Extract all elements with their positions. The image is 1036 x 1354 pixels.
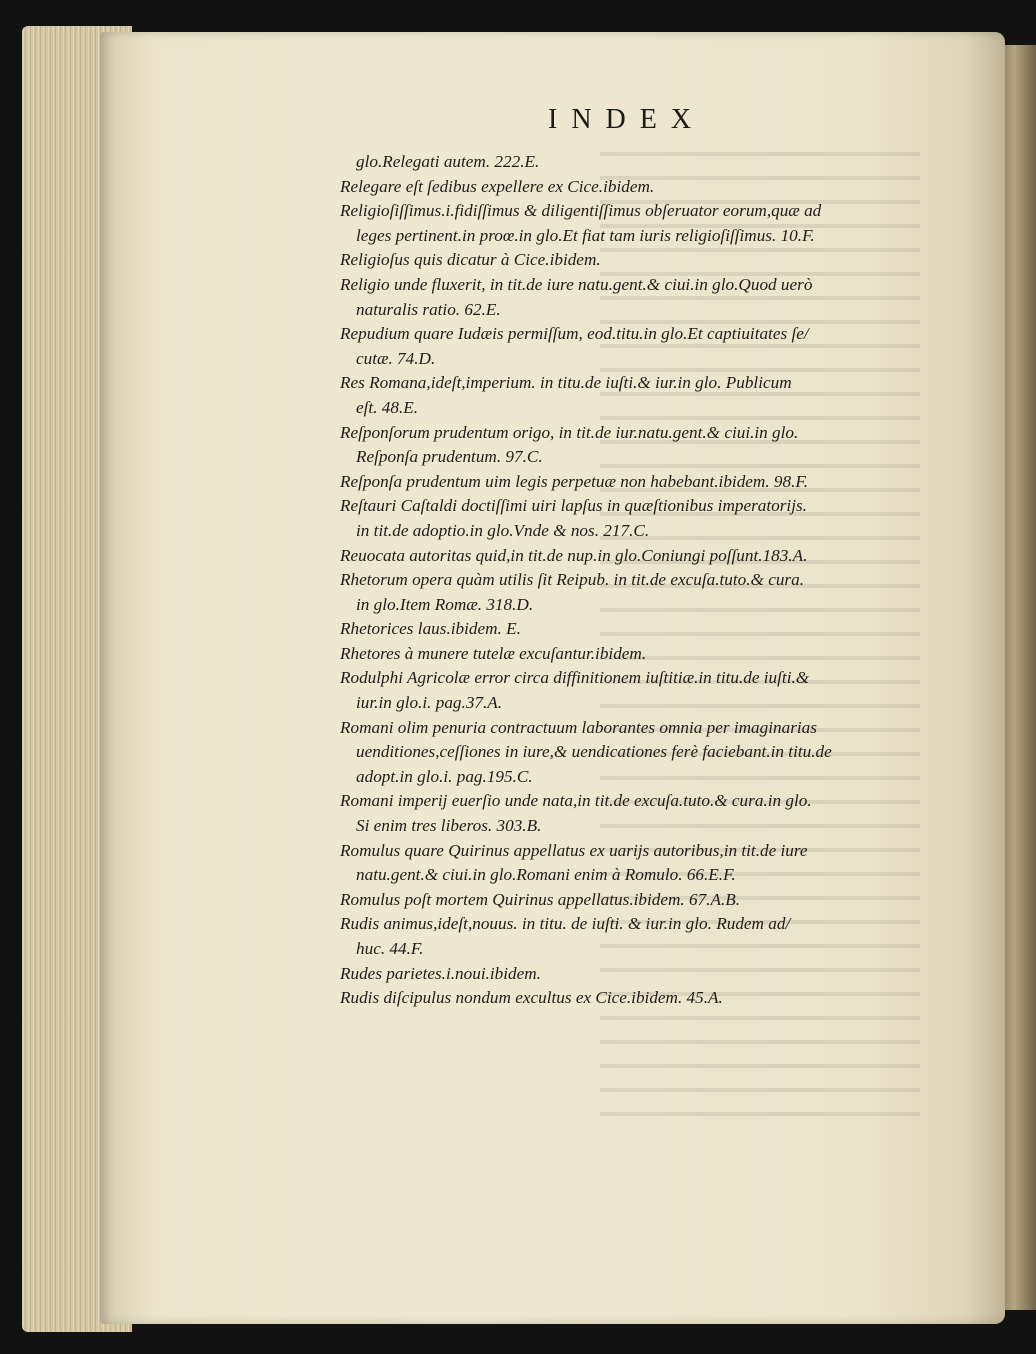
index-entry: Rudis animus,ideſt,nouus. in titu. de iuſti. & iur.in glo. Rudem ad/: [340, 914, 791, 934]
index-entry: Romulus quare Quirinus appellatus ex uarijs autoribus,in tit.de iure: [340, 840, 808, 860]
index-entry-continuation: glo.Relegati autem. 222.E.: [356, 152, 540, 171]
index-entry: Rodulphi Agricolæ error circa diffinitionem iuſtitiæ.in titu.de iuſti.&: [340, 668, 810, 688]
index-entry: Religio unde fluxerit, in tit.de iure natu.gent.& ciui.in glo.Quod uerò: [340, 274, 813, 294]
index-entry: Rhetorices laus.ibidem. E.: [340, 619, 521, 639]
index-entry-continuation: huc. 44.F.: [356, 939, 424, 958]
index-entry-continuation: in tit.de adoptio.in glo.Vnde & nos. 217.C.: [356, 520, 650, 540]
index-entry: Reſponſorum prudentum origo, in tit.de iur.natu.gent.& ciui.in glo.: [340, 422, 799, 442]
index-entry: Rhetorum opera quàm utilis ſit Reipub. in tit.de excuſa.tuto.& cura.: [340, 570, 805, 590]
index-entry-continuation: eſt. 48.E.: [356, 397, 419, 417]
index-entry: Res Romana,ideſt,imperium. in titu.de iuſti.& iur.in glo. Publicum: [340, 373, 792, 393]
index-entry-continuation: Si enim tres liberos. 303.B.: [356, 816, 542, 836]
index-entry: Romani olim penuria contractuum laborantes omnia per imaginarias: [340, 717, 817, 737]
facing-page-edge: [1000, 45, 1036, 1310]
index-entry: Religioſus quis dicatur à Cice.ibidem.: [340, 250, 601, 270]
index-entry-continuation: naturalis ratio. 62.E.: [356, 299, 501, 319]
index-entries: [340, 150, 940, 1011]
page-header: INDEX: [548, 104, 706, 135]
index-entry: Religioſiſſimus.i.fidiſſimus & diligentiſſimus obſeruator eorum,quæ ad: [340, 201, 822, 221]
index-entry: Rhetores à munere tutelæ excuſantur.ibidem.: [340, 643, 647, 663]
index-entry-continuation: cutæ. 74.D.: [356, 348, 436, 368]
index-entry-continuation: uenditiones,ceſſiones in iure,& uendicationes ferè faciebant.in titu.de: [356, 742, 832, 762]
index-entry-continuation: iur.in glo.i. pag.37.A.: [356, 693, 503, 713]
index-entry: Repudium quare Iudæis permiſſum, eod.titu.in glo.Et captiuitates ſe/: [340, 324, 809, 344]
index-entry-continuation: in glo.Item Romæ. 318.D.: [356, 594, 534, 614]
index-entry: Reuocata autoritas quid,in tit.de nup.in glo.Coniungi poſſunt.183.A.: [340, 545, 808, 565]
index-entry: Romani imperij euerſio unde nata,in tit.de excuſa.tuto.& cura.in glo.: [340, 791, 812, 811]
index-entry-continuation: leges pertinent.in proœ.in glo.Et fiat tam iuris religioſiſſimus. 10.F.: [356, 225, 815, 245]
index-entry-continuation: natu.gent.& ciui.in glo.Romani enim à Romulo. 66.E.F.: [356, 865, 736, 885]
index-entry: Relegare eſt ſedibus expellere ex Cice.ibidem.: [340, 176, 655, 196]
index-entry-continuation: Reſponſa prudentum. 97.C.: [356, 447, 543, 467]
index-entry-continuation: adopt.in glo.i. pag.195.C.: [356, 766, 533, 786]
index-entry: Reſponſa prudentum uim legis perpetuæ non habebant.ibidem. 98.F.: [340, 471, 808, 491]
index-entry: Rudis diſcipulus nondum excultus ex Cice.ibidem. 45.A.: [340, 988, 723, 1008]
gutter-shadow: [965, 32, 1005, 1324]
index-entry: Reſtauri Caſtaldi doctiſſimi uiri lapſus in quæſtionibus imperatorijs.: [340, 496, 807, 516]
index-entry: Rudes parietes.i.noui.ibidem.: [340, 963, 541, 983]
index-entry: Romulus poſt mortem Quirinus appellatus.ibidem. 67.A.B.: [340, 889, 741, 909]
